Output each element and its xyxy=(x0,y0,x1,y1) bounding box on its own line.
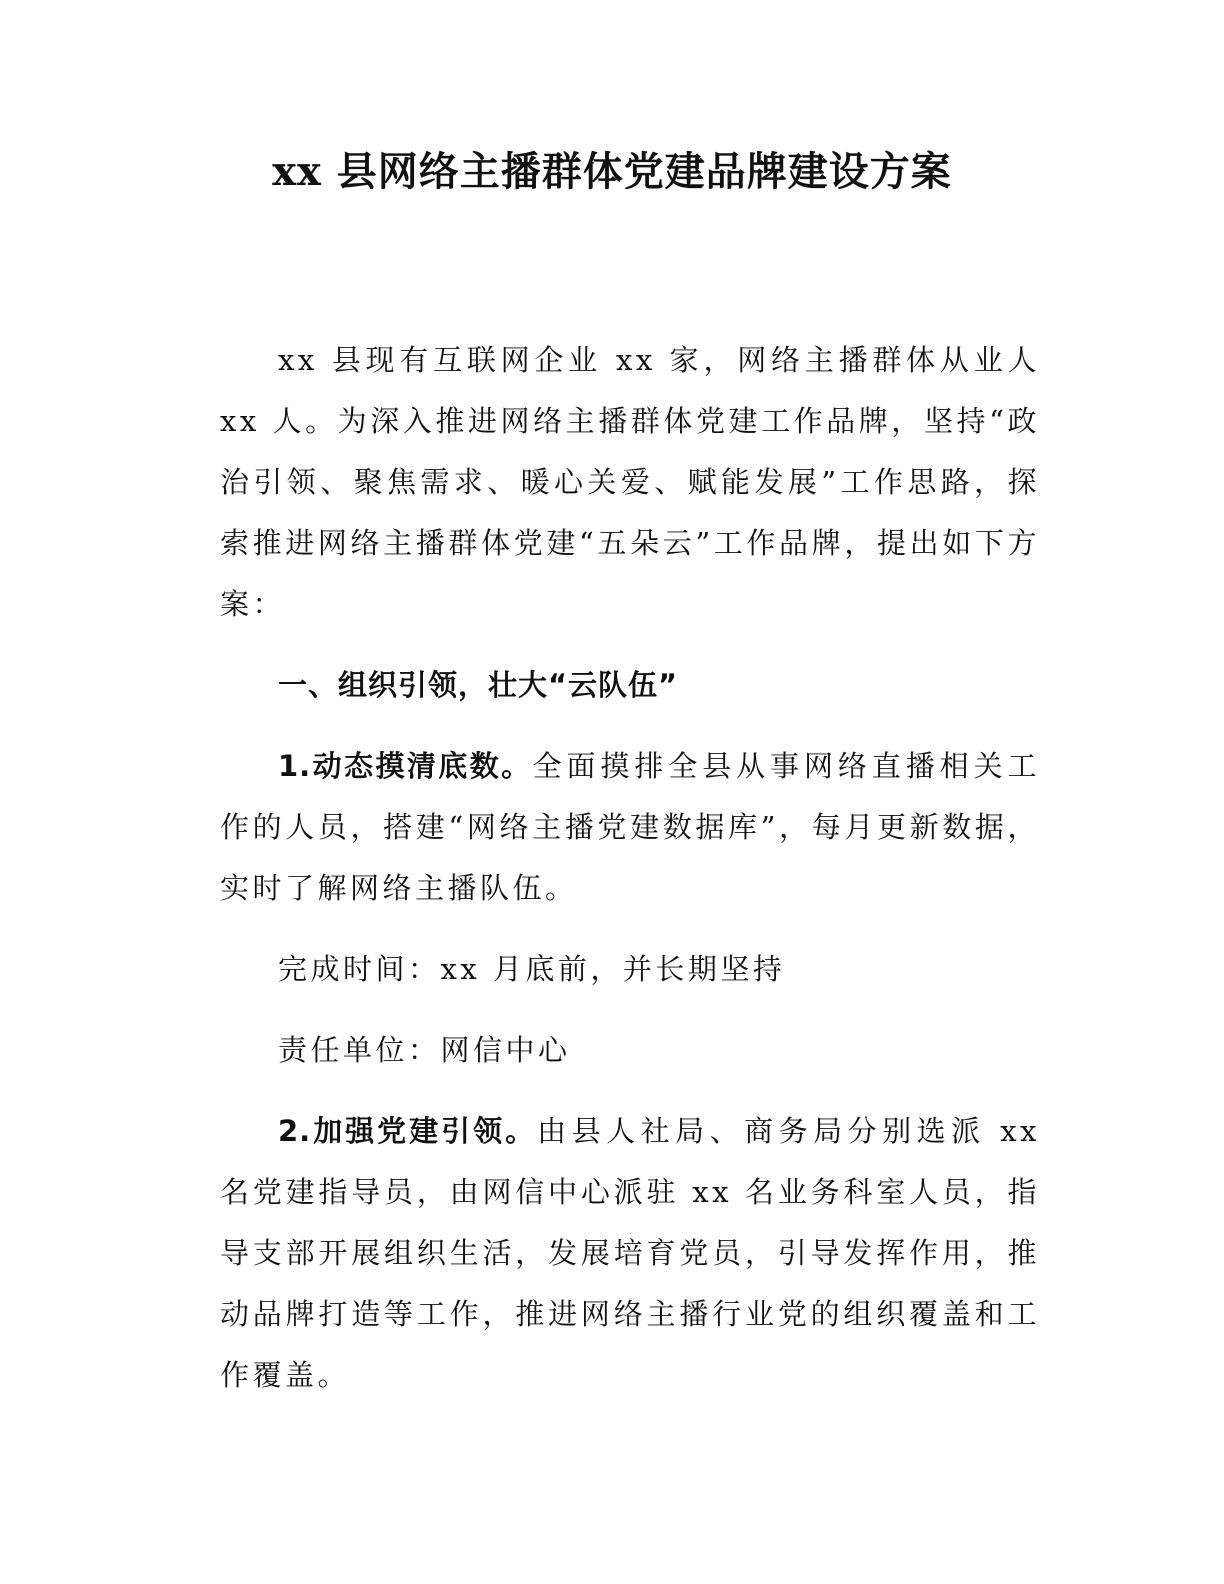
document-body xyxy=(220,330,1040,1406)
item-1-deadline: 完成时间：xx 月底前，并长期坚持 xyxy=(278,952,786,986)
item-2-lead: 2.加强党建引领。 xyxy=(278,1114,538,1148)
intro-paragraph: xx 县现有互联网企业 xx 家，网络主播群体从业人 xx 人。为深入推进网络主播群体党建工作品牌，坚持“政治引领、聚焦需求、暖心关爱、赋能发展”工作思路，探索推进网络主播群体党建“五朵云”工作品牌，提出如下方案： xyxy=(220,343,1040,621)
item-1-responsible: 责任单位：网信中心 xyxy=(278,1033,571,1067)
section-heading-1: 一、组织引领，壮大“云队伍” xyxy=(278,668,679,702)
item-1-lead: 1.动态摸清底数。 xyxy=(278,749,533,783)
document-title: xx 县网络主播群体党建品牌建设方案 xyxy=(272,148,952,195)
item-2-text: 由县人社局、商务局分别选派 xx 名党建指导员，由网信中心派驻 xx 名业务科室人员，指导支部开展组织生活，发展培育党员，引导发挥作用，推动品牌打造等工作，推进网络主播行业党的组织覆盖和工作覆盖。 xyxy=(220,1114,1040,1392)
item-2-paragraph xyxy=(220,1101,1040,1406)
item-1-text: 全面摸排全县从事网络直播相关工作的人员，搭建“网络主播党建数据库”，每月更新数据，实时了解网络主播队伍。 xyxy=(220,749,1040,905)
item-1-paragraph xyxy=(220,736,1040,919)
